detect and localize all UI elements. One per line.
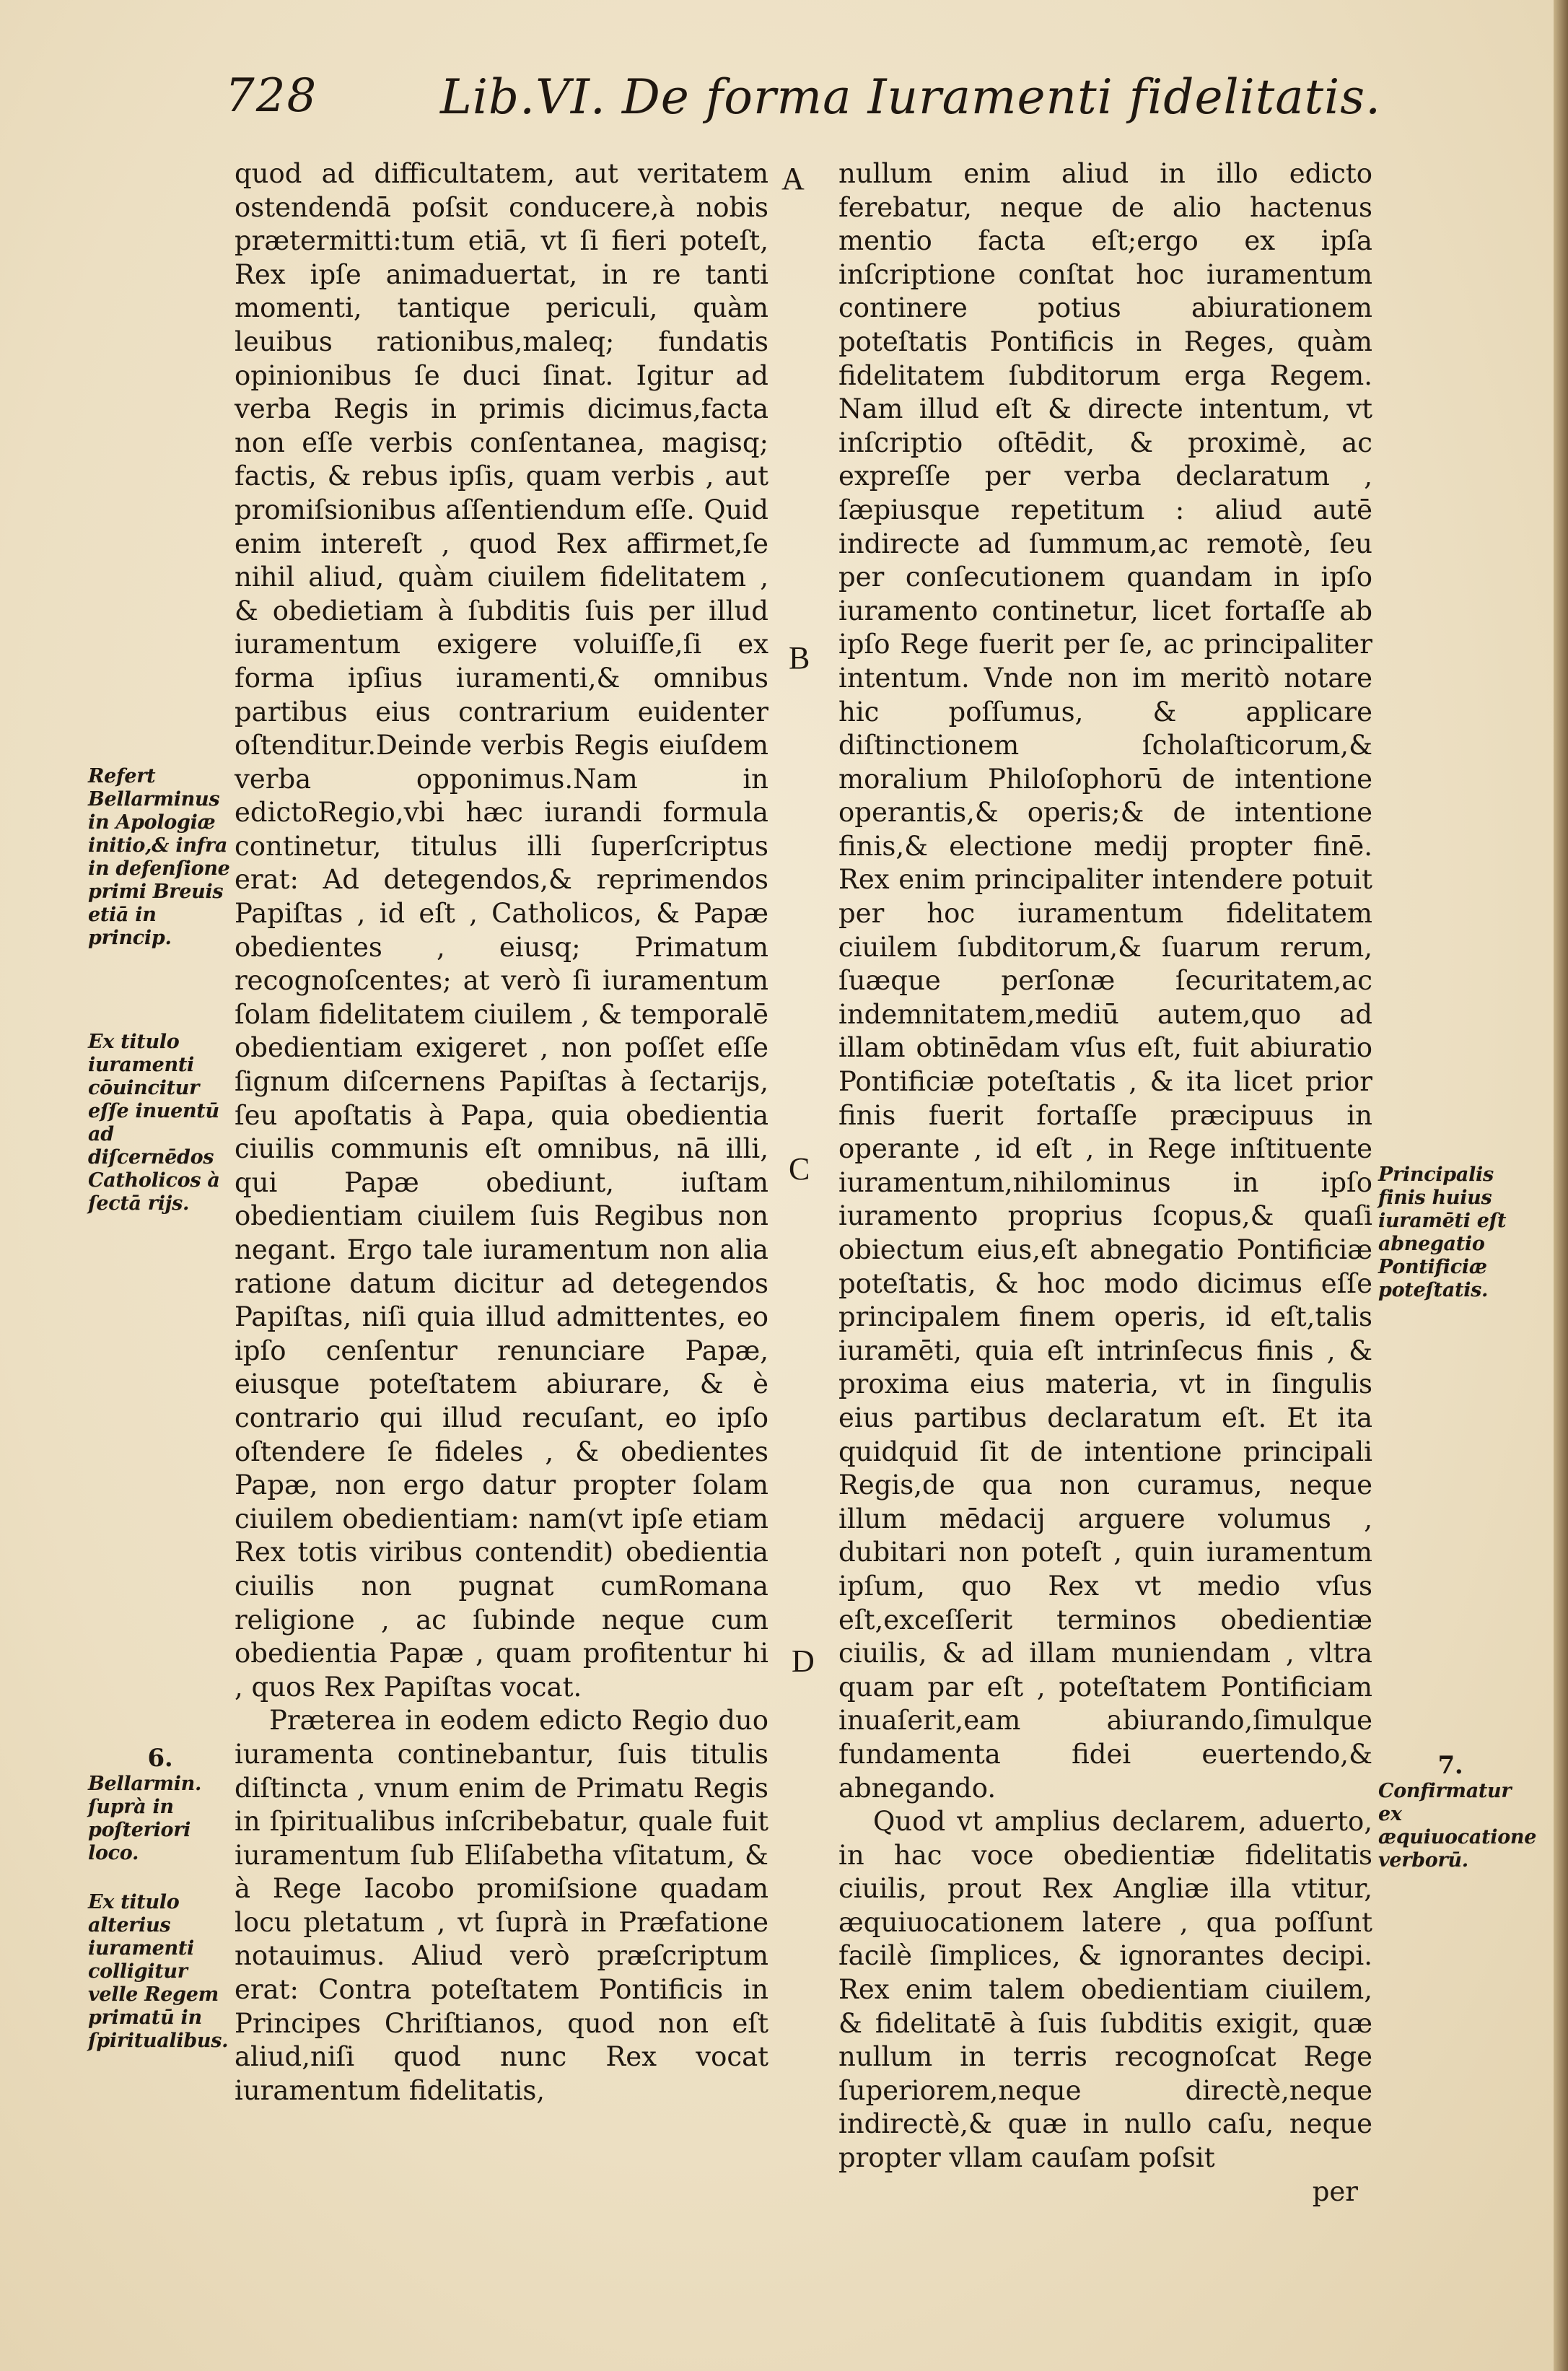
margin-note-section-7: 7. Confirmatur ex æquiuocatione verborū. [1378, 1751, 1537, 1872]
margin-note-principal-end: Principalis finis huius iuramēti eſt abnegatio Pontificiæ poteſtatis. [1378, 1163, 1507, 1301]
page-edge [1554, 0, 1568, 2371]
section-letter-c: C [789, 1151, 810, 1187]
margin-note-second-oath: Ex titulo alterius iuramenti colligitur velle Regem primatū in ſpiritualibus. [88, 1891, 229, 2052]
page-number: 728 [225, 69, 318, 123]
right-paragraph-2: Quod vt amplius declarem, aduerto, in hac voce obedientiæ fidelitatis ciuilis, prout Rex Angliæ illa vtitur, æquiuocationem latere , qua poſſunt facilè ſimplices, & ignorantes decipi. Rex enim talem obedientiam ciuilem, & fidelitatē à ſuis ſubditis exigit, quæ nullum in terris recognoſcat Rege ſuperiorem,neque directè,neque indirectè,& quæ in nullo caſu, neque propter vllam cauſam poſsit [838, 1806, 1372, 2174]
left-column [235, 157, 768, 2108]
right-paragraph-1: nullum enim aliud in illo edicto ferebatur, neque de alio hactenus mentio facta eſt;ergo ex ipſa inſcriptione conſtat hoc iuramentum continere potius abiurationem poteſtatis Pontificis in Reges, quàm fidelitatem ſubditorum erga Regem. Nam illud eſt & directe intentum, vt inſcriptio oſtēdit, & proximè, ac expreſſe per verba declaratum , ſæpiusque repetitum : aliud autē indirecte ad ſummum,ac remotè, ſeu per conſecutionem quandam in ipſo iuramento continetur, licet fortaſſe ab ipſo Rege fuerit per ſe, ac principaliter intentum. Vnde non im meritò notare hic poſſumus, & applicare diſtinctionem ſcholaſticorum,& moralium Philoſophorū de intentione operantis,& operis;& de intentione finis,& electione medij propter finē. Rex enim principaliter intendere potuit per hoc iuramentum fidelitatem ciuilem ſubditorum,& ſuarum rerum, ſuæque perſonæ ſecuritatem,ac indemnitatem,mediū autem,quo ad illam obtinēdam vſus eſt, fuit abiuratio Pontificiæ poteſtatis , & ita licet prior finis fuerit fortaſſe præcipuus in operante , id eſt , in Rege inſtituente iuramentum,nihilominus in ipſo iuramento proprius ſcopus,& quaſi obiectum eius,eſt abnegatio Pontificiæ poteſtatis, & hoc modo dicimus eſſe principalem finem operis, id eſt,talis iuramēti, quia eſt intrinſecus finis , & proxima eius materia, vt in ſingulis eius partibus declaratum eſt. Et ita quidquid ſit de intentione principali Regis,de qua non curamus, neque illum mēdacij arguere volumus , dubitari non poteſt , quin iuramentum ipſum, quo Rex vt medio vſus eſt,exceſſerit terminos obedientiæ ciuilis, & ad illam muniendam , vltra quam par eſt , poteſtatem Pontificiam inuaſerit,eam abiurando,ſimulque fundamenta fidei euertendo,& abnegando. [838, 158, 1372, 1804]
margin-note-bellarmine-reference: Refert Bellarminus in Apologiæ initio,& infra in defenſione primi Breuis etiā in princip. [88, 765, 230, 949]
right-column [838, 157, 1372, 2209]
margin-note-title-oath: Ex titulo iuramenti cōuincitur eſſe inuentū ad diſcernēdos Catholicos à ſectā rijs. [88, 1031, 220, 1215]
section-number-6: 6. [147, 1744, 173, 1773]
section-number-7: 7. [1437, 1751, 1463, 1780]
page-header [216, 69, 1382, 134]
left-paragraph-2: Præterea in eodem edicto Regio duo iuramenta continebantur, ſuis titulis diſtincta , vnum enim de Primatu Regis in ſpiritualibus inſcribebatur, quale fuit iuramentum ſub Eliſabetha vſitatum, & à Rege Iacobo promiſsione quadam locu pletatum , vt ſuprà in Præfatione notauimus. Aliud verò præſcriptum erat: Contra poteſtatem Pontificis in Principes Chriſtianos, quod non eſt aliud,niſi quod nunc Rex vocat iuramentum fidelitatis, [235, 1705, 768, 2106]
section-letter-b: B [789, 640, 810, 676]
section-letter-a: A [781, 161, 805, 196]
section-letter-d: D [792, 1643, 815, 1679]
left-paragraph-1: quod ad difficultatem, aut veritatem ostendendā poſsit conducere,à nobis prætermitti:tum etiā, vt ſi fieri poteſt, Rex ipſe animaduertat, in re tanti momenti, tantique periculi, quàm leuibus rationibus,maleq; fundatis opinionibus ſe duci ſinat. Igitur ad verba Regis in primis dicimus,facta non eſſe verbis conſentanea, magisq; factis, & rebus ipſis, quam verbis , aut promiſsionibus aſſentiendum eſſe. Quid enim intereſt , quod Rex affirmet,ſe nihil aliud, quàm ciuilem fidelitatem , & obedietiam à ſubditis ſuis per illud iuramentum exigere voluiſſe,ſi ex forma ipſius iuramenti,& omnibus partibus eius contrarium euidenter oſtenditur.Deinde verbis Regis eiuſdem verba opponimus.Nam in edictoRegio,vbi hæc iurandi formula continetur, titulus illi ſuperſcriptus erat: Ad detegendos,& reprimendos Papiſtas , id eſt , Catholicos, & Papæ obedientes , eiusq; Primatum recognoſcentes; at verò ſi iuramentum ſolam fidelitatem ciuilem , & temporalē obedientiam exigeret , non poſſet eſſe ſignum diſcernens Papiſtas à ſectarijs, ſeu apoſtatis à Papa, quia obedientia ciuilis communis eſt omnibus, nā illi, qui Papæ obediunt, iuſtam obedientiam ciuilem ſuis Regibus non negant. Ergo tale iuramentum non alia ratione datum dicitur ad detegendos Papiſtas, niſi quia illud admittentes, eo ipſo cenſentur renunciare Papæ, eiusque poteſtatem abiurare, & è contrario qui illud recuſant, eo ipſo oſtendere ſe fideles , & obedientes Papæ, non ergo datur propter ſolam ciuilem obedientiam: nam(vt ipſe etiam Rex totis viribus contendit) obedientia ciuilis non pugnat cumRomana religione , ac ſubinde neque cum obedientia Papæ , quam profitentur hi , quos Rex Papiſtas vocat. [235, 158, 768, 1703]
running-title: Lib.VI. De forma Iuramenti fidelitatis. [440, 69, 1382, 125]
margin-note-section-6: 6. Bellarmin. ſuprà in poſteriori loco. [88, 1747, 232, 1865]
catchword: per [1312, 2175, 1358, 2207]
